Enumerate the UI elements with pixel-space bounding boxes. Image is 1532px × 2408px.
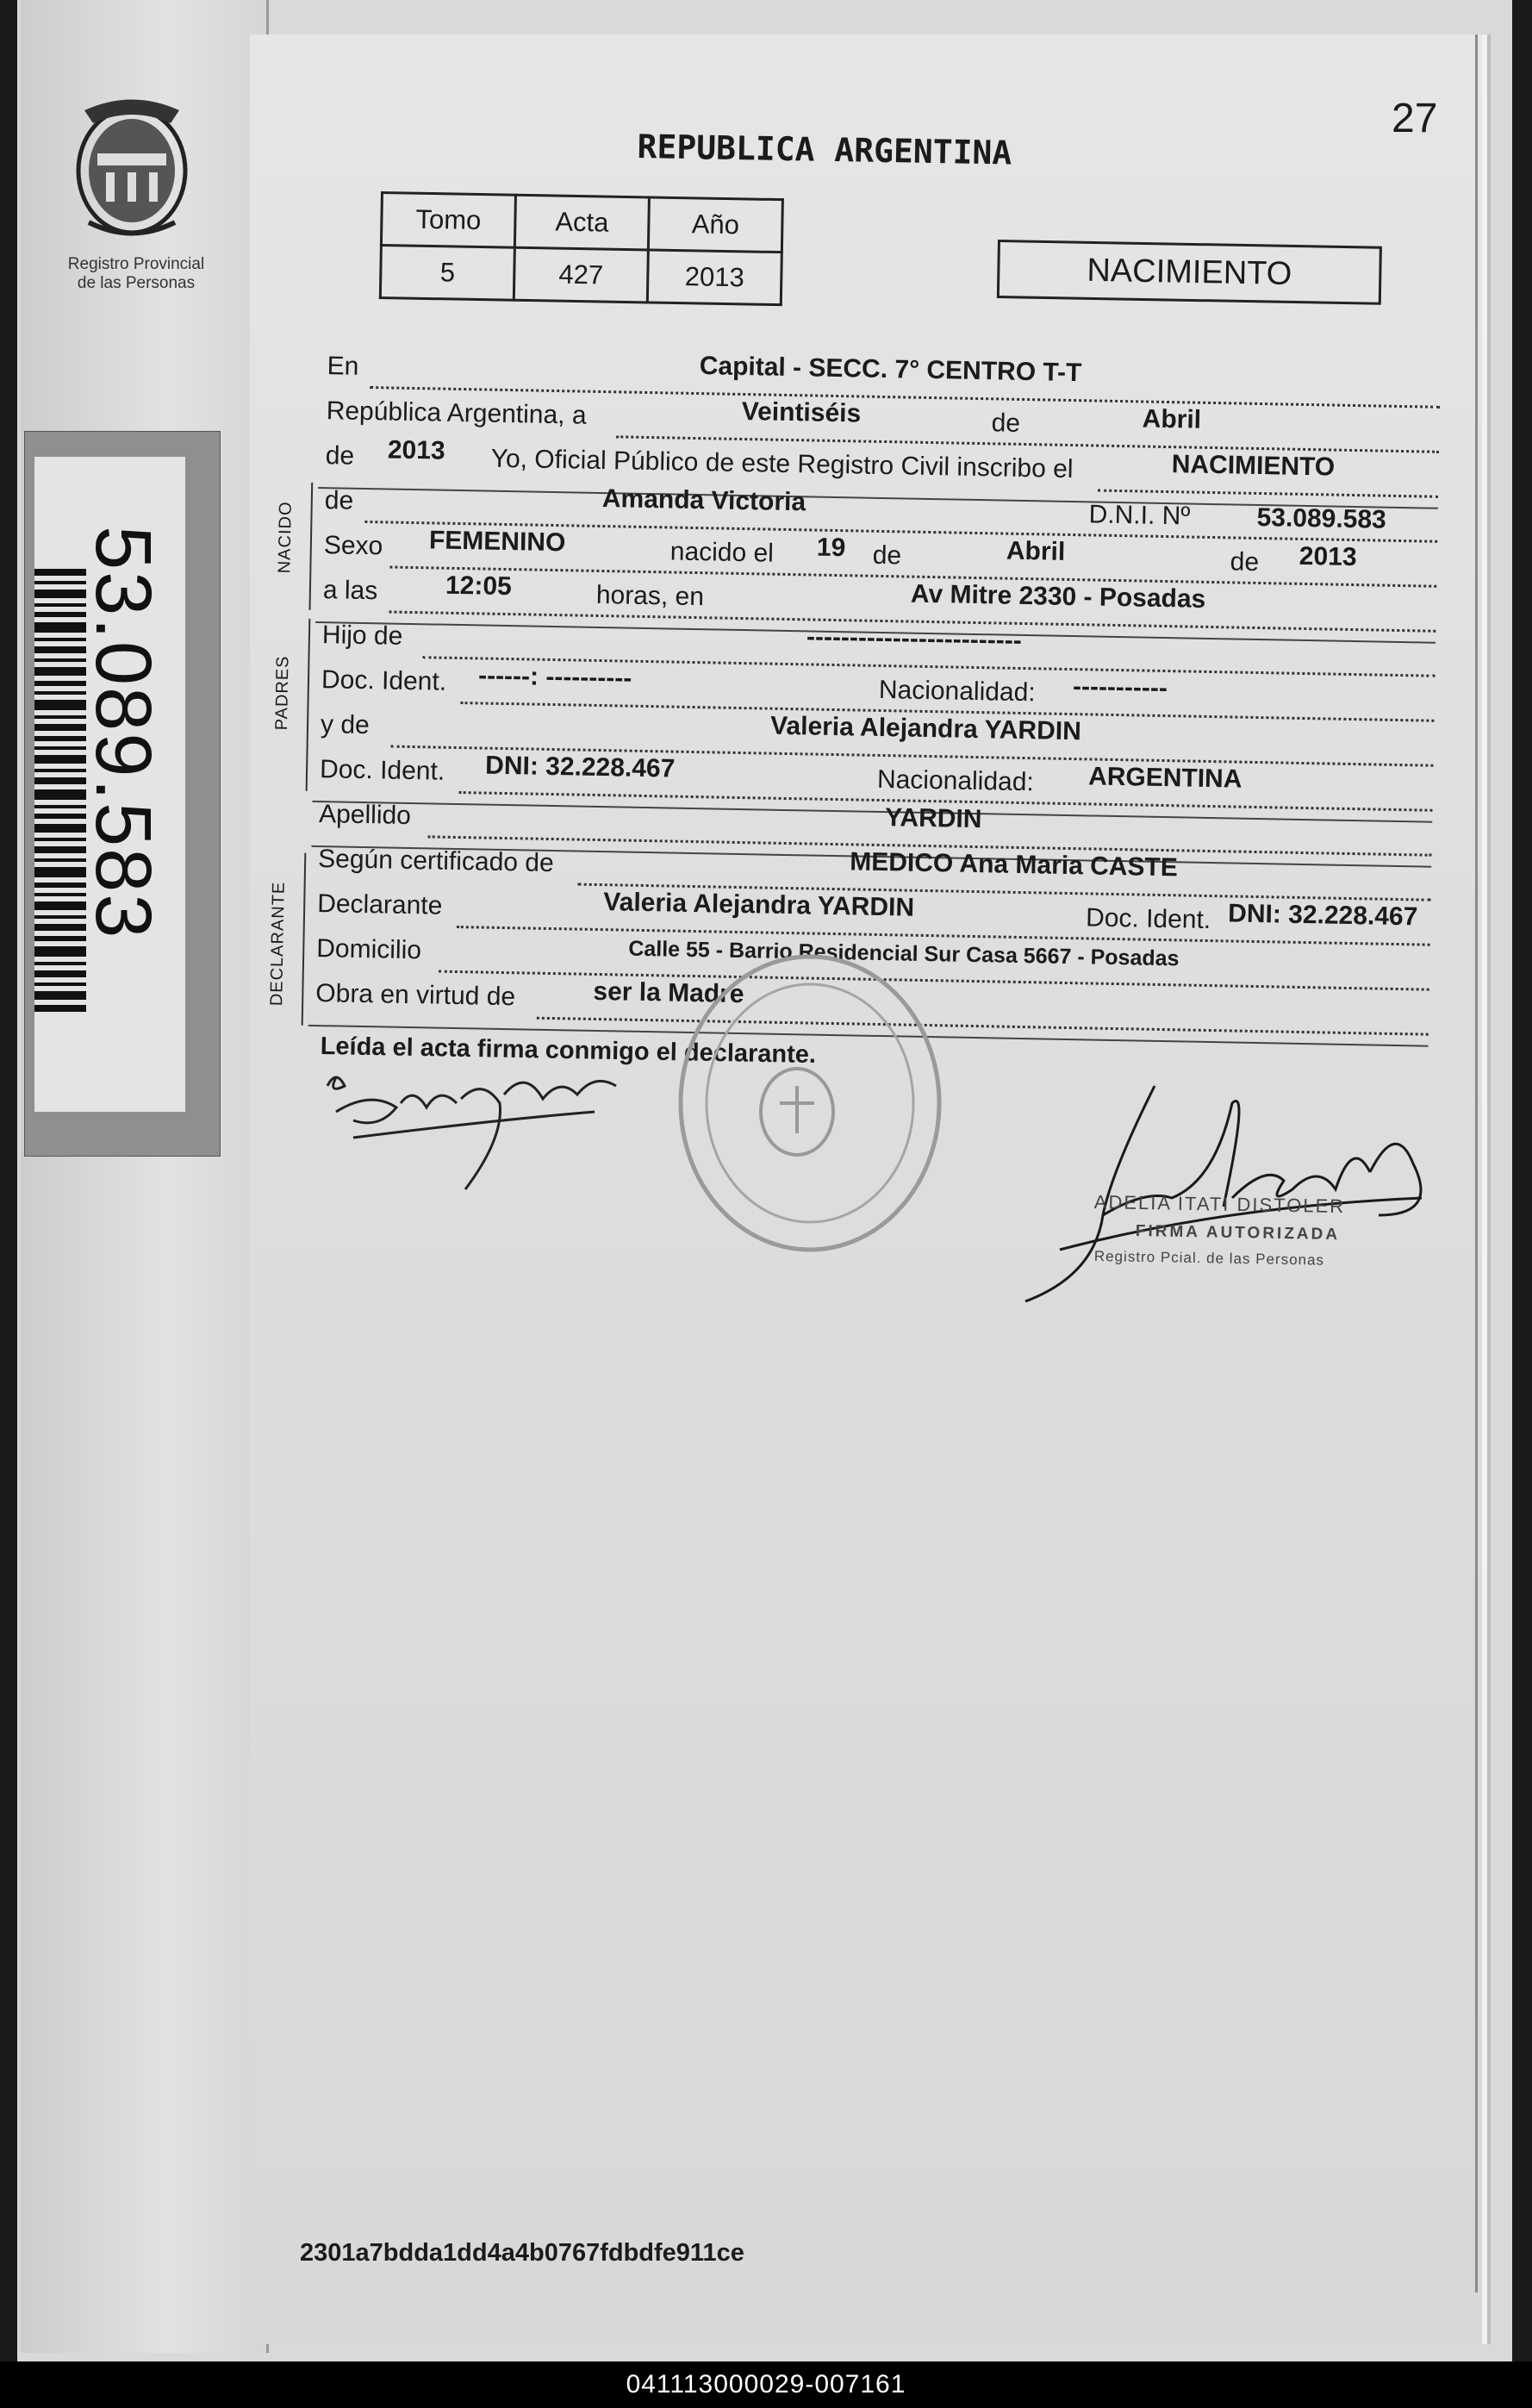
nacido-mes: Abril bbox=[1006, 536, 1066, 566]
madre-value: Valeria Alejandra YARDIN bbox=[769, 711, 1082, 746]
nacido-dia: 19 bbox=[816, 533, 846, 563]
lugar-value: Av Mitre 2330 - Posadas bbox=[910, 579, 1206, 614]
provincial-crest-icon bbox=[67, 93, 196, 240]
page-margin-rule bbox=[1475, 34, 1478, 2293]
declarante-section-label: DECLARANTE bbox=[267, 881, 289, 1007]
declarante-value: Valeria Alejandra YARDIN bbox=[603, 888, 915, 922]
hijo-label: Hijo de bbox=[321, 621, 403, 651]
anio-value: 2013 bbox=[387, 435, 445, 465]
closing-statement: Leída el acta firma conmigo el declarante. bbox=[320, 1032, 817, 1070]
stub-id-number: 53.089.583 bbox=[79, 526, 167, 940]
footer-code: 041113000029-007161 bbox=[0, 2361, 1532, 2408]
sexo-label: Sexo bbox=[323, 531, 383, 561]
acta-header-tomo: Tomo bbox=[381, 193, 515, 248]
stub-panel bbox=[21, 0, 269, 2353]
declarante-label: Declarante bbox=[316, 889, 443, 920]
nacido-anio: 2013 bbox=[1298, 541, 1357, 572]
nacido-section-label: NACIDO bbox=[275, 501, 296, 574]
certificado-value: MEDICO Ana Maria CASTE bbox=[849, 847, 1179, 883]
document-hash: 2301a7bdda1dd4a4b0767fdbdfe911ce bbox=[300, 2239, 744, 2267]
en-label: En bbox=[327, 352, 359, 381]
obra-value: ser la Madre bbox=[593, 976, 744, 1009]
stub-caption bbox=[41, 255, 231, 293]
doc2-label: Doc. Ident. bbox=[319, 755, 445, 786]
stub-caption-line2: de las Personas bbox=[77, 274, 196, 292]
acta-value-anio: 2013 bbox=[647, 250, 782, 305]
nacido-label: nacido el bbox=[669, 537, 775, 568]
hijo-value: ------------------------- bbox=[806, 622, 1023, 655]
doc1-value: ------: ---------- bbox=[477, 661, 632, 693]
nacido-de2-label: de bbox=[1230, 547, 1260, 577]
republica-label: República Argentina, a bbox=[326, 396, 587, 430]
dni-label: D.N.I. Nº bbox=[1088, 500, 1191, 531]
certificado-label: Según certificado de bbox=[317, 845, 554, 878]
nac1-label: Nacionalidad: bbox=[878, 675, 1036, 708]
de2-label: de bbox=[325, 441, 355, 471]
official-role: FIRMA AUTORIZADA bbox=[1135, 1222, 1341, 1245]
de-label: de bbox=[991, 409, 1021, 438]
doc3-value: DNI: 32.228.467 bbox=[1227, 899, 1418, 932]
acta-header-anio: Año bbox=[648, 197, 782, 253]
padres-section-label: PADRES bbox=[271, 655, 293, 731]
certificate-form bbox=[267, 352, 1441, 1045]
dni-value: 53.089.583 bbox=[1256, 502, 1387, 534]
acta-table-header-row bbox=[381, 193, 782, 253]
document-type-box: NACIMIENTO bbox=[997, 240, 1382, 305]
horas-en-label: horas, en bbox=[595, 580, 705, 612]
doc3-label: Doc. Ident. bbox=[1085, 903, 1211, 935]
domicilio-value: Calle 55 - Barrio Residencial Sur Casa 5667 - Posadas bbox=[628, 936, 1180, 971]
doc1-label: Doc. Ident. bbox=[321, 665, 447, 696]
acta-value-acta: 427 bbox=[514, 247, 648, 303]
acta-table bbox=[379, 191, 784, 306]
page-number: 27 bbox=[1392, 96, 1438, 141]
declarant-signature-icon bbox=[319, 1060, 646, 1198]
inscribo-value: NACIMIENTO bbox=[1171, 450, 1336, 482]
acta-value-tomo: 5 bbox=[380, 246, 514, 301]
page-title: REPUBLICA ARGENTINA bbox=[637, 128, 1012, 172]
inscribo-dots bbox=[1098, 490, 1438, 498]
hora-value: 12:05 bbox=[445, 571, 513, 602]
acta-header-acta: Acta bbox=[514, 195, 649, 250]
dia-value: Veintiséis bbox=[741, 396, 862, 428]
acta-table-value-row bbox=[380, 246, 782, 305]
nac2-value: ARGENTINA bbox=[1087, 762, 1242, 794]
official-seal-icon bbox=[668, 948, 952, 1258]
yde-label: y de bbox=[320, 710, 371, 740]
mes-value: Abril bbox=[1142, 404, 1202, 434]
official-office: Registro Pcial. de las Personas bbox=[1093, 1248, 1325, 1269]
apellido-label: Apellido bbox=[318, 800, 412, 831]
nacido-de-label: de bbox=[872, 540, 902, 571]
stub-caption-line1: Registro Provincial bbox=[67, 255, 205, 273]
obra-label: Obra en virtud de bbox=[315, 979, 516, 1012]
nombre-value: Amanda Victoria bbox=[601, 484, 806, 517]
en-value: Capital - SECC. 7° CENTRO T-T bbox=[699, 352, 1082, 388]
nac1-value: ----------- bbox=[1072, 672, 1168, 703]
nombre-label: de bbox=[324, 486, 354, 515]
sexo-value: FEMENINO bbox=[428, 526, 566, 558]
official-signature-icon bbox=[1008, 1069, 1456, 1310]
yo-label: Yo, Oficial Público de este Registro Civil inscribo el bbox=[490, 444, 1074, 484]
domicilio-label: Domicilio bbox=[316, 934, 422, 965]
nac2-label: Nacionalidad: bbox=[876, 764, 1035, 797]
apellido-value: YARDIN bbox=[884, 803, 982, 834]
doc2-value: DNI: 32.228.467 bbox=[484, 751, 676, 783]
a-las-label: a las bbox=[322, 576, 378, 606]
official-name: ADELIA ITATI DISTOLER bbox=[1093, 1191, 1346, 1218]
